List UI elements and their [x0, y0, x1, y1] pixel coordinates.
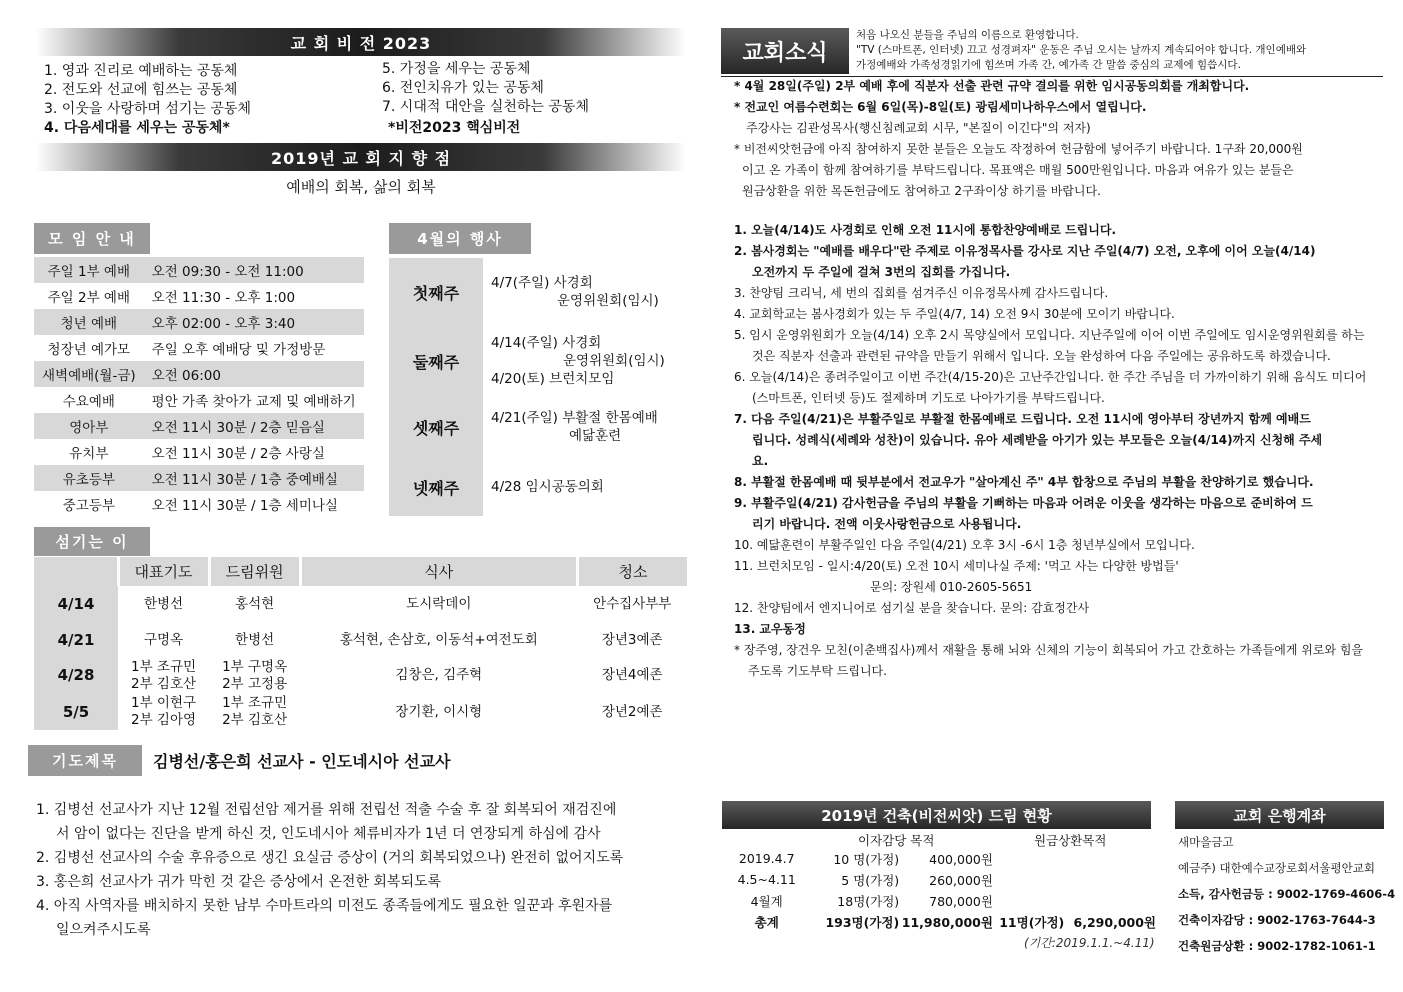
- meeting-name: 중고등부: [62, 498, 115, 514]
- servers-table: [34, 557, 687, 730]
- week-label: 둘째주: [389, 326, 483, 396]
- bank-info: [1178, 829, 1395, 959]
- news-item: 이고 온 가족이 함께 참여하기를 부탁드립니다. 목표액은 매월 500만원입니다. 마음과 여유가 있는 분들은: [742, 163, 1294, 177]
- servers-cell: 장년4예존: [601, 667, 663, 683]
- news-intro-line: 가정예배와 가족성경읽기에 힘쓰며 가족 간, 예가족 간 말씀 중심의 교제에 힘씁시다.: [856, 59, 1241, 71]
- servers-date: 4/14: [34, 586, 118, 623]
- direction-title: 2019년 교 회 지 향 점: [36, 143, 686, 171]
- news-item: 9. 부활주일(4/21) 감사헌금을 주님의 부활을 기뻐하는 마음과 어려운 이웃을 생각하는 마음으로 준비하여 드: [734, 496, 1313, 510]
- servers-cell: 장년2예존: [601, 703, 663, 720]
- event-week-row: [389, 458, 685, 516]
- news-item: 립니다. 성례식(세례와 성찬)이 있습니다. 유아 세례받을 아기가 있는 부모들은 오늘(4/14)까지 신청해 주세: [752, 433, 1323, 447]
- vision-item: 3. 이웃을 사랑하며 섬기는 공동체: [44, 101, 251, 117]
- direction-text: 예배의 회복, 삶의 회복: [286, 178, 436, 196]
- prayer-item: 2. 김병선 선교사의 수술 후유증으로 생긴 요실금 증상이 (거의 회복되었으나) 완전히 없어지도록: [36, 850, 624, 866]
- meetings-table: [34, 257, 364, 517]
- bank-line: 건축원금상환 : 9002-1782-1061-1: [1178, 939, 1376, 953]
- news-item: 12. 찬양팀에서 엔지니어로 섬기실 분을 찾습니다. 문의: 감효정간사: [734, 601, 1090, 615]
- servers-cell: 1부 조규민 2부 김호산: [222, 695, 288, 728]
- news-item: 1. 오늘(4/14)도 사경회로 인해 오전 11시에 통합찬양예배로 드립니다.: [734, 223, 1117, 237]
- building-period-label: 총계: [754, 914, 779, 930]
- news-item: * 비전씨앗헌금에 아직 참여하지 못한 분들은 오늘도 작정하여 헌금함에 넣어주기 바랍니다. 1구좌 20,000원: [734, 142, 1303, 156]
- news-list: [734, 76, 1366, 682]
- event-line: 4/28 임시공동의회: [491, 479, 604, 495]
- news-intro-line: "TV (스마트폰, 인터넷) 끄고 성경펴자" 운동은 주님 오시는 날까지 계속되어야 합니다. 개인예배와: [856, 44, 1307, 56]
- prayer-item: 서 암이 없다는 진단을 받게 하신 것, 인도네시아 체류비자가 1년 더 연장되게 하심에 감사: [56, 826, 601, 842]
- meeting-name: 새벽예배(월-금): [34, 361, 144, 387]
- news-item: 6. 오늘(4/14)은 종려주일이고 이번 주간(4/15-20)은 고난주간입니다. 한 주간 주님을 더 가까이하기 위해 음식도 미디어: [734, 370, 1367, 384]
- building-count: 18명(가정): [837, 893, 900, 909]
- vision-item: 7. 시대적 대안을 실천하는 공동체: [382, 99, 589, 115]
- building-amount: 6,290,000원: [1073, 914, 1156, 930]
- building-amount: 260,000원: [929, 872, 993, 888]
- news-item: 것은 직분자 선출과 관련된 규약을 만들기 위해서 입니다. 오늘 완성하여 다음 주일에는 공유하도록 하겠습니다.: [752, 349, 1331, 363]
- bank-line: 소득, 감사헌금등 : 9002-1769-4606-4: [1178, 887, 1396, 901]
- meeting-name: 유치부: [69, 446, 109, 462]
- building-count: [993, 890, 1064, 911]
- news-item: 2. 봄사경회는 "예배를 배우다"란 주제로 이유정목사를 강사로 지난 주일(4/7) 오전, 오후에 이어 오늘(4/14): [734, 244, 1316, 258]
- week-label: 셋째주: [389, 396, 483, 458]
- building-amount: 780,000원: [929, 893, 993, 909]
- news-item: 11. 브런치모임 - 일시:4/20(토) 오전 10시 세미나실 주제: '먹고 사는 다양한 방법들': [734, 559, 1179, 573]
- meeting-time: 오전 11시 30분 / 2층 믿음실: [144, 413, 364, 439]
- servers-header: 대표기도: [118, 557, 209, 586]
- servers-cell: 구명옥: [143, 631, 184, 648]
- building-table: [728, 848, 1156, 932]
- building-period: (기간:2019.1.1.~4.11): [1024, 936, 1155, 950]
- servers-cell: 1부 조규민 2부 김호산: [131, 658, 197, 692]
- news-item: 7. 다음 주일(4/21)은 부활주일로 부활절 한몸예배로 드립니다. 오전 11시에 영아부터 장년까지 함께 예배드: [734, 412, 1311, 426]
- meeting-name: 유초등부: [34, 465, 144, 491]
- event-line: 운영위원회(임시): [563, 353, 665, 369]
- news-item: 주강사는 김관성목사(행신침례교회 시무, "본질이 이긴다"의 저자): [746, 121, 1091, 135]
- event-line: 4/7(주일) 사경회: [491, 275, 593, 291]
- vision-title: 교 회 비 전 2023: [36, 28, 686, 56]
- meeting-row: [34, 335, 364, 361]
- building-count: 5 명(가정): [841, 872, 900, 888]
- meeting-name: 청장년 예가모: [47, 342, 131, 358]
- meeting-name: 주일 2부 예배: [47, 290, 131, 306]
- servers-cell: 한병선: [235, 631, 275, 648]
- news-item: 요.: [752, 454, 769, 468]
- news-item: (스마트폰, 인터넷 등)도 절제하며 기도로 나아가기를 부탁드립니다.: [752, 391, 1105, 405]
- bank-line: 예금주) 대한예수교장로회서울평안교회: [1178, 861, 1375, 875]
- building-period-label: 4월계: [750, 893, 783, 909]
- servers-cell: 1부 이현구 2부 김아영: [131, 695, 197, 728]
- news-item: 문의: 장원세 010-2605-5651: [870, 580, 1033, 594]
- meetings-title: 모 임 안 내: [34, 223, 150, 254]
- servers-row: [34, 694, 687, 730]
- vision-item: 5. 가정을 세우는 공동체: [382, 61, 531, 77]
- meeting-time: 오후 02:00 - 오후 3:40: [144, 309, 364, 335]
- building-count: [993, 869, 1064, 890]
- week-label: 첫째주: [389, 258, 483, 326]
- meeting-name: 영아부: [34, 413, 144, 439]
- news-item: 8. 부활절 한몸예배 때 뒷부분에서 전교우가 "살아계신 주" 4부 합창으로 주님의 부활을 찬양하기로 했습니다.: [734, 475, 1314, 489]
- meeting-time: 평안 가족 찾아가 교제 및 예배하기: [151, 394, 356, 410]
- servers-header: 청소: [577, 557, 687, 586]
- meeting-name: 수요예배: [62, 394, 115, 410]
- servers-cell: 홍석현, 손삼호, 이동석+여전도회: [339, 631, 538, 648]
- news-intro: [856, 28, 1306, 73]
- building-amount: [1064, 848, 1156, 869]
- building-amount: 400,000원: [929, 851, 993, 867]
- event-week-row: [389, 326, 685, 396]
- servers-row: [34, 657, 687, 694]
- news-item: 주도록 기도부탁 드립니다.: [748, 664, 887, 678]
- servers-row: [34, 623, 687, 657]
- servers-header: [34, 557, 118, 586]
- building-row: [728, 848, 1156, 869]
- event-line: 4/14(주일) 사경회: [491, 335, 602, 351]
- meeting-row: [34, 439, 364, 465]
- news-item: * 4월 28일(주일) 2부 예배 후에 직분자 선출 관련 규약 결의를 위한 임시공동의회를 개최합니다.: [734, 79, 1250, 93]
- vision-item: 6. 전인치유가 있는 공동체: [382, 80, 544, 96]
- news-intro-line: 처음 나오신 분들을 주님의 이름으로 환영합니다.: [856, 29, 1079, 41]
- news-item: 원금상환을 위한 목돈헌금에도 참여하고 2구좌이상 하기를 바랍니다.: [742, 184, 1101, 198]
- vision-item: 2. 전도와 선교에 힘쓰는 공동체: [44, 82, 238, 98]
- news-item: 3. 찬양팀 크리닉, 세 번의 집회를 섬겨주신 이유정목사께 감사드립니다.: [734, 286, 1109, 300]
- bank-line: 건축이자감당 : 9002-1763-7644-3: [1178, 913, 1376, 927]
- vision-core-note: *비전2023 핵심비전: [388, 120, 521, 136]
- events-title: 4월의 행사: [389, 223, 531, 254]
- servers-cell: 1부 구명옥 2부 고정용: [222, 658, 288, 692]
- meeting-row: [34, 387, 364, 413]
- meeting-row: [34, 309, 364, 335]
- meeting-row: [34, 413, 364, 439]
- news-item: 4. 교회학교는 봄사경회가 있는 두 주일(4/7, 14) 오전 9시 30분에 모이기 바랍니다.: [734, 307, 1175, 321]
- news-item: 10. 예닮훈련이 부활주일인 다음 주일(4/21) 오후 3시 -6시 1층 청년부실에서 모입니다.: [734, 538, 1195, 552]
- events-table: [389, 258, 685, 516]
- servers-row: [34, 586, 687, 623]
- meeting-time: 오전 11시 30분 / 1층 중예배실: [144, 465, 364, 491]
- building-period-label: 2019.4.7: [738, 851, 795, 866]
- servers-cell: 도시락데이: [406, 596, 472, 612]
- prayer-title: 기도제목: [28, 745, 142, 776]
- bank-title: 교회 은행계좌: [1175, 801, 1384, 829]
- building-count: 193명(가정): [825, 914, 900, 930]
- building-header: 원금상환목적: [1034, 833, 1107, 848]
- event-line: 예닮훈련: [569, 428, 622, 444]
- news-item: 5. 임시 운영위원회가 오늘(4/14) 오후 2시 목양실에서 모입니다. 지난주일에 이어 이번 주일에도 임시운영위원회를 하는: [734, 328, 1365, 342]
- building-row: [728, 911, 1156, 932]
- meeting-row: [34, 257, 364, 283]
- servers-date: 4/28: [34, 657, 118, 694]
- news-item: * 전교인 여름수련회는 6월 6일(목)-8일(토) 광림세미나하우스에서 열립니다.: [734, 100, 1147, 114]
- event-line: 4/20(토) 브런치모임: [491, 371, 615, 387]
- servers-cell: 장기환, 이시형: [395, 703, 483, 720]
- news-item: * 장주영, 장건우 모친(이춘백집사)께서 재활을 통해 뇌와 신체의 기능이 회복되어 가고 간호하는 가족들에게 위로와 힘을: [734, 643, 1364, 657]
- building-amount: [1064, 869, 1156, 890]
- bank-line: 새마을금고: [1178, 835, 1234, 849]
- building-count: [993, 848, 1064, 869]
- meeting-time: 주일 오후 예배당 및 가정방문: [151, 342, 326, 358]
- servers-cell: 안수집사부부: [593, 596, 672, 612]
- prayer-item: 일으켜주시도록: [56, 922, 151, 938]
- news-item: 13. 교우동정: [734, 622, 806, 636]
- servers-cell: 김창은, 김주혁: [395, 667, 483, 683]
- event-line: 4/21(주일) 부활절 한몸예배: [491, 410, 658, 426]
- building-amount: 11,980,000원: [901, 914, 993, 930]
- prayer-heading: 김병선/홍은희 선교사 - 인도네시아 선교사: [153, 752, 451, 771]
- week-label: 넷째주: [389, 458, 483, 516]
- vision-item: 1. 영과 진리로 예배하는 공동체: [44, 63, 238, 79]
- vision-list-right: [382, 60, 589, 138]
- meeting-name: 청년 예배: [34, 309, 144, 335]
- servers-title: 섬기는 이: [34, 527, 150, 556]
- meeting-row: [34, 283, 364, 309]
- meeting-row: [34, 361, 364, 387]
- servers-cell: 장년3예존: [601, 631, 663, 648]
- event-week-row: [389, 396, 685, 458]
- servers-header: 식사: [300, 557, 577, 586]
- news-item: 오전까지 두 주일에 걸쳐 3번의 집회를 가집니다.: [752, 265, 1011, 279]
- building-header: 이자감당 목적: [858, 833, 935, 848]
- meeting-time: 오전 06:00: [144, 361, 364, 387]
- event-line: 운영위원회(임시): [557, 293, 659, 309]
- meeting-name: 주일 1부 예배: [34, 257, 144, 283]
- meeting-row: [34, 491, 364, 517]
- building-count: 11명(가정): [999, 914, 1065, 930]
- building-row: [728, 869, 1156, 890]
- servers-date: 4/21: [34, 623, 118, 657]
- meeting-time: 오전 11시 30분 / 1층 세미나실: [151, 498, 338, 514]
- event-week-row: [389, 258, 685, 326]
- vision-item-core: 4. 다음세대를 세우는 공동체*: [44, 120, 230, 136]
- meeting-time: 오전 09:30 - 오전 11:00: [144, 257, 364, 283]
- servers-date: 5/5: [34, 694, 118, 730]
- servers-header: 드림위원: [209, 557, 300, 586]
- building-title: 2019년 건축(비전씨앗) 드림 현황: [722, 801, 1151, 829]
- vision-list-left: [44, 62, 251, 138]
- prayer-item: 3. 홍은희 선교사가 귀가 막힌 것 같은 증상에서 온전한 회복되도록: [36, 874, 442, 890]
- prayer-item: 4. 아직 사역자를 배치하지 못한 남부 수마트라의 미전도 종족들에게도 필요한 일꾼과 후원자를: [36, 898, 613, 914]
- servers-cell: 홍석현: [235, 596, 275, 612]
- meeting-time: 오전 11:30 - 오후 1:00: [151, 290, 296, 306]
- building-period-label: 4.5~4.11: [737, 872, 796, 887]
- meeting-time: 오전 11시 30분 / 2층 사랑실: [151, 446, 325, 462]
- building-row: [728, 890, 1156, 911]
- meeting-row: [34, 465, 364, 491]
- news-title: 교회소식: [721, 28, 849, 74]
- servers-cell: 한병선: [143, 596, 184, 612]
- prayer-item: 1. 김병선 선교사가 지난 12월 전립선암 제거를 위해 전립선 적출 수술 후 잘 회복되어 재검진에: [36, 802, 617, 818]
- prayer-list: [36, 798, 623, 942]
- building-amount: [1064, 890, 1156, 911]
- building-count: 10 명(가정): [833, 851, 900, 867]
- news-item: 리기 바랍니다. 전액 이웃사랑헌금으로 사용됩니다.: [752, 517, 1022, 531]
